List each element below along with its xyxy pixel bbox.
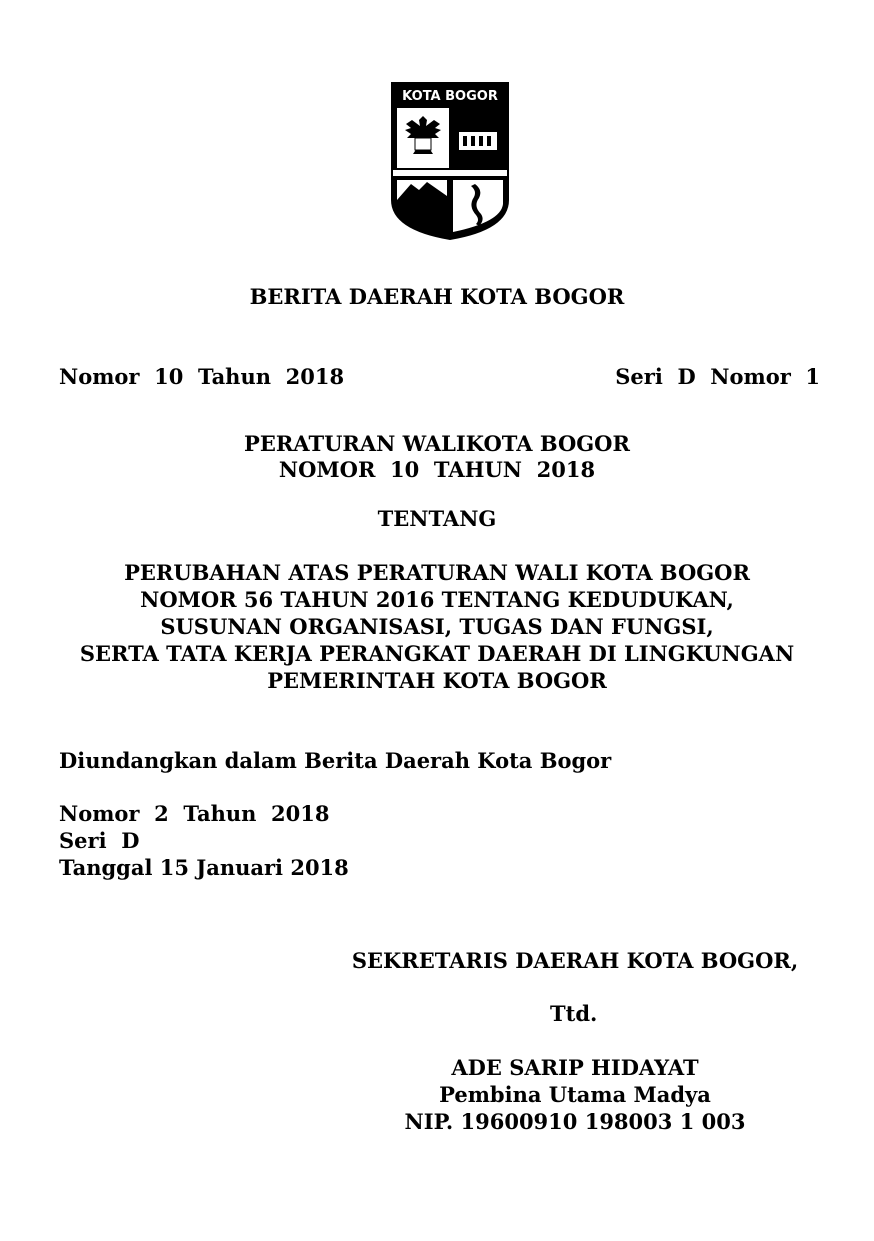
- regulation-title: PERATURAN WALIKOTA BOGOR: [244, 431, 630, 456]
- regulation-about: TENTANG: [377, 506, 497, 531]
- issue-series: Seri D Nomor 1: [615, 364, 820, 389]
- signature-mark: Ttd.: [550, 1001, 598, 1026]
- regulation-subject-line: SERTA TATA KERJA PERANGKAT DAERAH DI LINGKUNGAN: [79, 641, 795, 666]
- regulation-number: NOMOR 10 TAHUN 2018: [278, 457, 596, 482]
- promulgation-series: Seri D: [59, 828, 140, 853]
- logo-text: KOTA BOGOR: [402, 89, 498, 104]
- promulgation-date: Tanggal 15 Januari 2018: [59, 855, 349, 880]
- document-title: BERITA DAERAH KOTA BOGOR: [249, 284, 625, 309]
- regulation-subject-line: SUSUNAN ORGANISASI, TUGAS DAN FUNGSI,: [160, 614, 714, 639]
- regulation-subject-line: NOMOR 56 TAHUN 2016 TENTANG KEDUDUKAN,: [140, 587, 734, 612]
- issue-number: Nomor 10 Tahun 2018: [59, 364, 345, 389]
- signatory-rank: Pembina Utama Madya: [439, 1082, 711, 1107]
- promulgation-intro: Diundangkan dalam Berita Daerah Kota Bogor: [59, 748, 612, 773]
- signatory-nip: NIP. 19600910 198003 1 003: [404, 1109, 746, 1134]
- regulation-subject-line: PEMERINTAH KOTA BOGOR: [267, 668, 607, 693]
- regulation-subject-line: PERUBAHAN ATAS PERATURAN WALI KOTA BOGOR: [124, 560, 750, 585]
- kota-bogor-coat-of-arms: [389, 80, 511, 242]
- promulgation-number: Nomor 2 Tahun 2018: [59, 801, 330, 826]
- signatory-name: ADE SARIP HIDAYAT: [451, 1055, 699, 1080]
- signature-office: SEKRETARIS DAERAH KOTA BOGOR,: [351, 948, 799, 973]
